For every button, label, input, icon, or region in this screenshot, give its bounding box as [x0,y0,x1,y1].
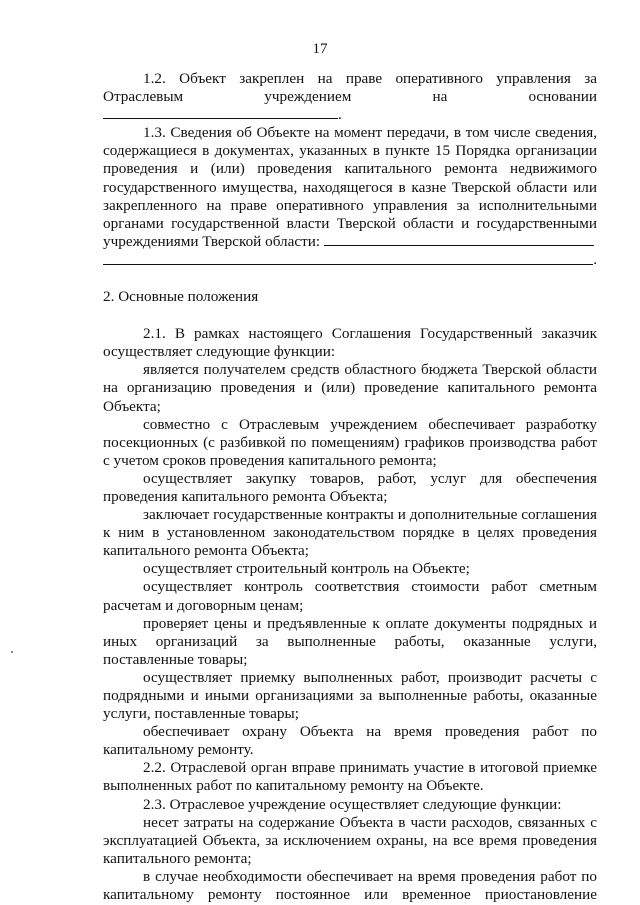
paragraph: осуществляет контроль соответствия стоимости работ сметным расчетам и договорным ценам; [103,578,597,614]
paragraph-1-3-text: 1.3. Сведения об Объекте на момент передачи, в том числе сведения, содержащиеся в документах, указанных в пункте 15 Порядка организации проведения и (или) проведения капитального ремонта недвижимого государственного имущества, находящегося в казне Тверской области или закрепленного на праве оперативного управления за исполнительными органами государственной власти Тверской области и государственными учреждениями Тверской области: [103,124,597,250]
paragraph: несет затраты на содержание Объекта в части расходов, связанных с эксплуатацией Объекта, за исключением охраны, на все время проведения капитального ремонта; [103,813,597,867]
paragraph-1-3 [103,124,597,251]
paragraph-1-2-end: . [338,106,342,124]
paragraph-1-3-end: . [593,250,597,268]
paragraph: осуществляет строительный контроль на Объекте; [143,560,470,578]
paragraph: является получателем средств областного бюджета Тверской области на организацию проведения и (или) проведение капитального ремонта Объекта; [103,361,597,415]
paragraph-1-2 [103,70,597,124]
blank-line [103,106,338,119]
paragraph: осуществляет приемку выполненных работ, производит расчеты с подрядными и иными организациями за выполненные работы, оказанные услуги, поставленные товары; [103,668,597,723]
paragraph-1-2-text: 1.2. Объект закреплен на праве оперативного управления за Отраслевым учреждением на основании [103,70,597,106]
section-paragraphs [103,325,597,904]
document-body [103,70,597,904]
blank-line-full [103,251,597,269]
section-heading: 2. Основные положения [103,288,259,306]
paragraph: совместно с Отраслевым учреждением обеспечивает разработку посекционных (с разбивкой по помещениям) графиков производства работ с учетом сроков проведения капитального ремонта; [103,415,597,469]
blank-line [324,233,594,246]
paragraph: обеспечивает охрану Объекта на время проведения работ по капитальному ремонту. [103,723,597,759]
paragraph: 2.2. Отраслевой орган вправе принимать участие в итоговой приемке выполненных работ по капитальному ремонту на Объекте. [103,759,597,795]
paragraph: 2.3. Отраслевое учреждение осуществляет следующие функции: [143,795,562,813]
page-number: 17 [312,41,328,57]
paragraph: осуществляет закупку товаров, работ, услуг для обеспечения проведения капитального ремонта Объекта; [103,469,597,505]
paragraph: в случае необходимости обеспечивает на время проведения работ по капитальному ремонту постоянное или временное приостановление [103,867,597,904]
paragraph: проверяет цены и предъявленные к оплате документы подрядных и иных организаций за выполненные работы, оказанные услуги, поставленные товары; [103,614,597,668]
blank-line [103,264,593,265]
paragraph: заключает государственные контракты и дополнительные соглашения к ним в установленном законодательством порядке в целях проведения капитального ремонта Объекта; [103,506,597,560]
scan-dot [11,651,13,653]
paragraph: 2.1. В рамках настоящего Соглашения Государственный заказчик осуществляет следующие функции: [103,325,597,361]
